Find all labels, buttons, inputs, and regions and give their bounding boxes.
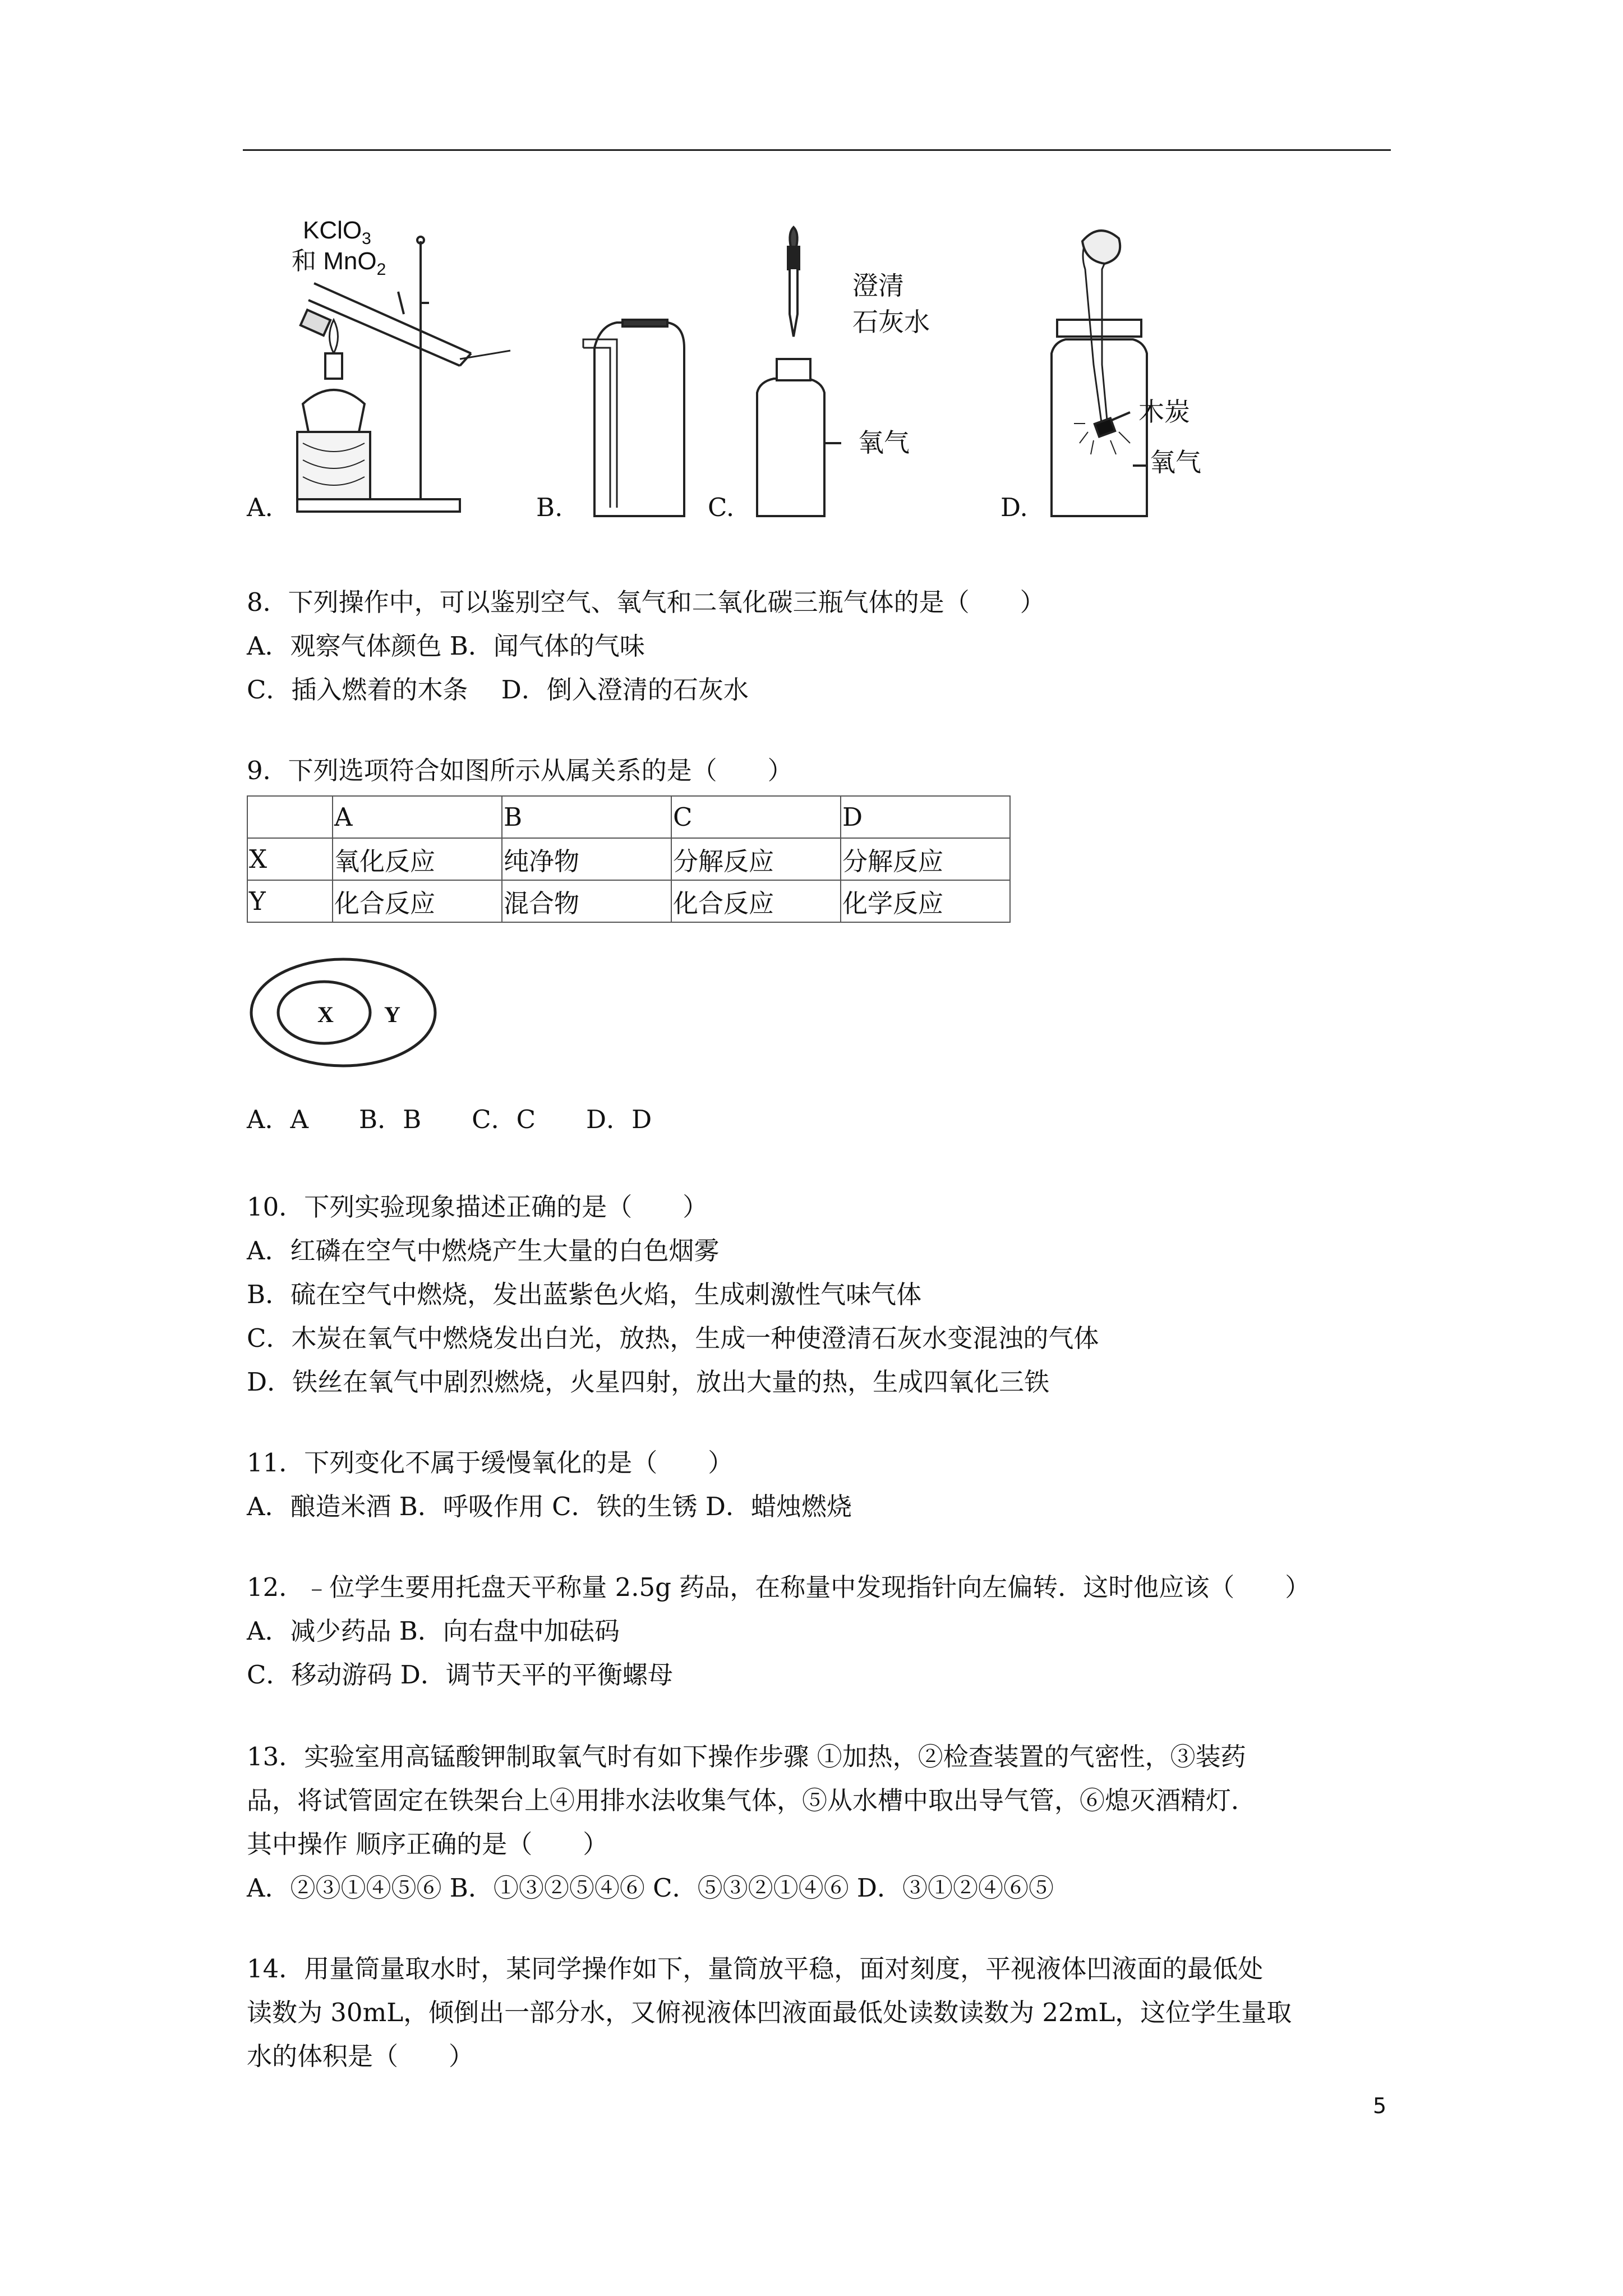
dropper-label-line1: 澄清 <box>852 271 904 300</box>
apparatus-figure <box>236 219 1301 533</box>
q9-cell: 混合物 <box>502 880 671 922</box>
q14-line1: 14．用量筒量取水时，某同学操作如下，量筒放平稳，面对刻度，平视液体凹液面的最低处 <box>247 1954 1264 1984</box>
q9-cell: 化合反应 <box>333 880 502 922</box>
apparatus-b-gas-bottle <box>583 320 684 516</box>
table-row <box>247 880 1010 922</box>
table-row <box>247 796 1010 838</box>
q13-line2: 品，将试管固定在铁架台上④用排水法收集气体，⑤从水槽中取出导气管，⑥熄灭酒精灯． <box>247 1786 1257 1815</box>
q9-options: A．A B．B C．C D．D <box>247 1105 652 1134</box>
q9-cell: Y <box>247 880 333 922</box>
q10-option-b: B．硫在空气中燃烧，发出蓝紫色火焰，生成刺激性气味气体 <box>247 1280 922 1309</box>
q8-options-row2: C．插入燃着的木条 D．倒入澄清的石灰水 <box>247 675 749 705</box>
q9-header-cell: B <box>502 796 671 838</box>
q9-cell: 分解反应 <box>671 838 841 880</box>
q9-cell: 纯净物 <box>502 838 671 880</box>
q9-cell: 化学反应 <box>841 880 1010 922</box>
q12-options-row1: A．减少药品 B．向右盘中加砝码 <box>247 1616 620 1646</box>
q11-options: A．酿造米酒 B．呼吸作用 C．铁的生锈 D．蜡烛燃烧 <box>247 1492 852 1521</box>
q8-stem: 8．下列操作中，可以鉴别空气、氧气和二氧化碳三瓶气体的是（ ） <box>247 587 1045 617</box>
q9-header-cell: C <box>671 796 841 838</box>
page-number: 5 <box>1373 2093 1387 2118</box>
apparatus-c-option: C. <box>708 493 735 522</box>
apparatus-b-option: B. <box>536 493 563 522</box>
apparatus-a-option: A. <box>247 493 273 522</box>
q9-header-cell: D <box>841 796 1010 838</box>
q13-line3: 其中操作 顺序正确的是（ ） <box>247 1829 608 1859</box>
q9-header-cell <box>247 796 333 838</box>
q10-stem: 10．下列实验现象描述正确的是（ ） <box>247 1192 708 1222</box>
q8-options-row1: A．观察气体颜色 B．闻气体的气味 <box>247 631 645 661</box>
q11-stem: 11．下列变化不属于缓慢氧化的是（ ） <box>247 1448 734 1478</box>
q14-line2: 读数为 30mL，倾倒出一部分水，又俯视液体凹液面最低处读数读数为 22mL，这位学生量取 <box>247 1998 1292 2027</box>
q12-stem: 12．﹣位学生要用托盘天平称量 2.5g 药品，在称量中发现指针向左偏转．这时他应该（ ） <box>247 1572 1311 1602</box>
q9-table <box>247 795 1011 923</box>
q10-option-d: D．铁丝在氧气中剧烈燃烧，火星四射，放出大量的热，生成四氧化三铁 <box>247 1367 1050 1397</box>
apparatus-a-reagent-line2: 和 MnO$_2$ <box>292 247 386 279</box>
apparatus-d-option: D. <box>1000 493 1028 522</box>
q9-cell: 化合反应 <box>671 880 841 922</box>
q14-line3: 水的体积是（ ） <box>247 2041 474 2071</box>
inner-ellipse-label: X <box>317 1002 334 1027</box>
table-row <box>247 838 1010 880</box>
outer-ellipse-label: Y <box>384 1002 400 1027</box>
q9-cell: 分解反应 <box>841 838 1010 880</box>
q9-header-cell: A <box>333 796 502 838</box>
q9-cell: X <box>247 838 333 880</box>
q9-stem: 9．下列选项符合如图所示从属关系的是（ ） <box>247 756 793 785</box>
apparatus-a-reagent-line1: KClO$_3$ <box>303 219 371 248</box>
q10-option-c: C．木炭在氧气中燃烧发出白光，放热，生成一种使澄清石灰水变混浊的气体 <box>247 1323 1099 1353</box>
charcoal-label: 木炭 <box>1138 397 1190 426</box>
q13-options: A．②③①④⑤⑥ B．①③②⑤④⑥ C．⑤③②①④⑥ D．③①②④⑥⑤ <box>247 1873 1054 1903</box>
bottle-c-gas-label: 氧气 <box>858 428 910 457</box>
apparatus-a-heating-setup <box>297 237 510 512</box>
apparatus-d-charcoal-bottle <box>1052 231 1147 516</box>
q10-option-a: A．红磷在空气中燃烧产生大量的白色烟雾 <box>247 1236 720 1266</box>
apparatus-a-label <box>292 219 386 279</box>
dropper-label-line2: 石灰水 <box>852 307 930 337</box>
q13-line1: 13．实验室用高锰酸钾制取氧气时有如下操作步骤 ①加热，②检查装置的气密性，③装药 <box>247 1742 1246 1772</box>
apparatus-c-dropper-bottle <box>757 227 841 516</box>
q12-options-row2: C．移动游码 D．调节天平的平衡螺母 <box>247 1660 673 1690</box>
q9-nested-ellipse-diagram <box>247 954 440 1071</box>
q9-cell: 氧化反应 <box>333 838 502 880</box>
bottle-d-gas-label: 氧气 <box>1150 448 1201 477</box>
header-rule <box>243 149 1391 151</box>
